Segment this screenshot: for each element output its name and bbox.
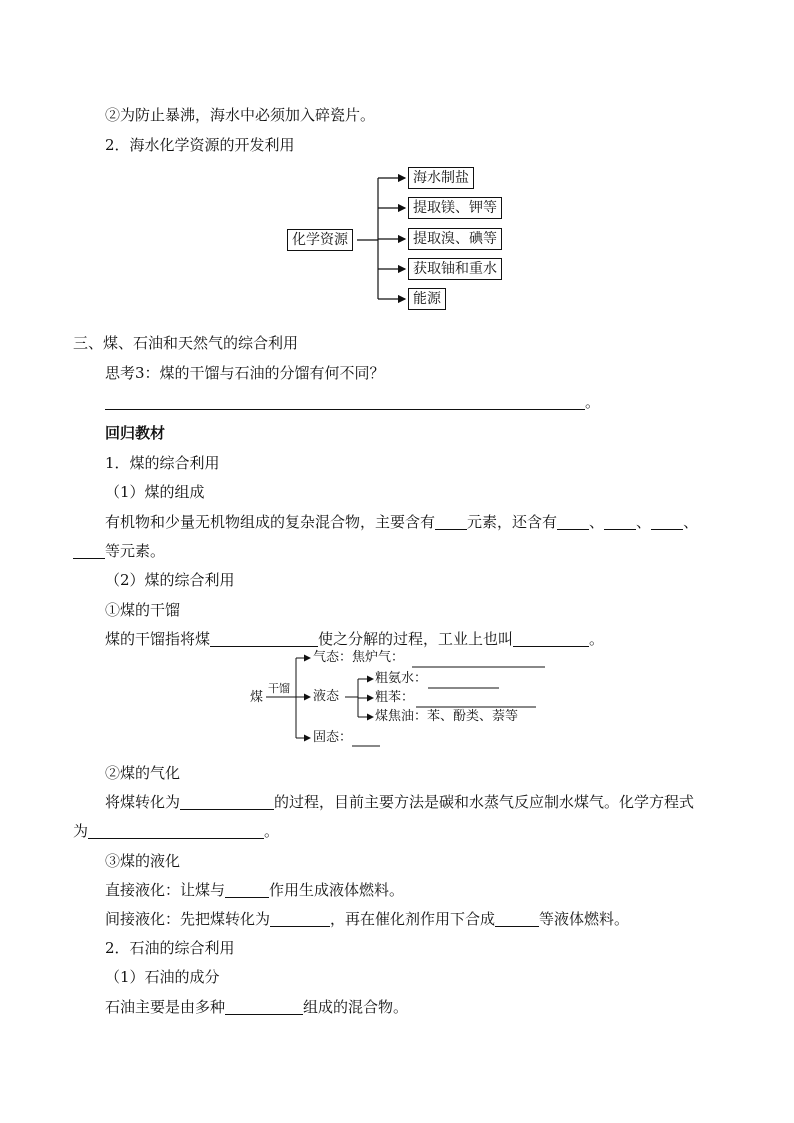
coal-composition-heading: （1）煤的组成 — [105, 483, 205, 501]
coal-liquid-benzene: 粗苯： — [375, 690, 415, 705]
blank-element-2[interactable] — [604, 513, 636, 530]
gasification-line-2: 为 。 — [73, 822, 280, 840]
coal-liquid-ammonia: 粗氨水： — [375, 671, 428, 686]
coal-root: 煤 — [250, 690, 264, 705]
blank-gas-product[interactable] — [180, 793, 274, 810]
direct-liquefaction: 直接液化：让煤与 作用生成液体燃料。 — [105, 881, 405, 899]
oil-composition-heading: （1）石油的成分 — [105, 968, 220, 986]
indirect-liquefaction: 间接液化：先把煤转化为 ，再在催化剂作用下合成 等液体燃料。 — [105, 910, 630, 928]
sea-branch-u-d2o: 获取铀和重水 — [408, 258, 502, 280]
huigui-heading: 回归教材 — [105, 424, 166, 442]
blank-element-4[interactable] — [73, 542, 105, 559]
sea-branch-salt: 海水制盐 — [408, 167, 474, 189]
coal-composition-line-2: 等元素。 — [73, 541, 165, 561]
gasification-heading: ②煤的气化 — [105, 764, 181, 782]
coal-liquid-product: 液态 — [313, 689, 340, 704]
coal-composition-line: 有机物和少量无机物组成的复杂混合物，主要含有 元素，还含有 、 、 、 — [105, 513, 699, 531]
sea-branch-br-i: 提取溴、碘等 — [408, 228, 502, 250]
sea-branch-mg-k: 提取镁、钾等 — [408, 197, 502, 219]
think-3-question: 思考3：煤的干馏与石油的分馏有何不同？ — [105, 364, 385, 382]
blank-main-element[interactable] — [435, 513, 467, 530]
liquefaction-heading: ③煤的液化 — [105, 852, 181, 870]
gasification-line-1: 将煤转化为 的过程，目前主要方法是碳和水蒸气反应制水煤气。化学方程式 — [105, 793, 695, 811]
blank-dry-name[interactable] — [513, 630, 589, 647]
answer-blank[interactable] — [105, 393, 585, 410]
heading-seawater-chem: 2．海水化学资源的开发利用 — [105, 136, 295, 154]
blank-element-1[interactable] — [557, 513, 589, 530]
blank-oil-component[interactable] — [225, 998, 303, 1015]
dry-distill-definition: 煤的干馏指将煤 使之分解的过程，工业上也叫 。 — [105, 630, 605, 648]
dry-distill-heading: ①煤的干馏 — [105, 601, 181, 619]
sea-branch-energy: 能源 — [408, 288, 446, 310]
coal-comprehensive-heading: （2）煤的综合利用 — [105, 571, 235, 589]
coal-solid-product: 固态： — [313, 730, 353, 745]
coal-liquid-tar: 煤焦油：苯、酚类、萘等 — [375, 709, 519, 724]
oil-composition-line: 石油主要是由多种 组成的混合物。 — [105, 998, 409, 1016]
coal-gas-product: 气态：焦炉气： — [313, 650, 405, 665]
sea-root-box: 化学资源 — [287, 229, 353, 251]
coal-use-heading: 1．煤的综合利用 — [105, 454, 220, 472]
blank-direct-reagent[interactable] — [225, 881, 269, 898]
think-3-answer-line: 。 — [105, 392, 600, 412]
blank-indirect-product[interactable] — [495, 910, 539, 927]
blank-dry-condition[interactable] — [210, 630, 318, 647]
line-bumping: ②为防止暴沸，海水中必须加入碎瓷片。 — [105, 106, 376, 124]
blank-gas-equation[interactable] — [88, 822, 264, 839]
blank-element-3[interactable] — [651, 513, 683, 530]
section-3-heading: 三、煤、石油和天然气的综合利用 — [73, 334, 299, 352]
dry-arrow-label: 干馏 — [268, 682, 290, 695]
blank-indirect-intermediate[interactable] — [270, 910, 330, 927]
oil-use-heading: 2．石油的综合利用 — [105, 939, 235, 957]
